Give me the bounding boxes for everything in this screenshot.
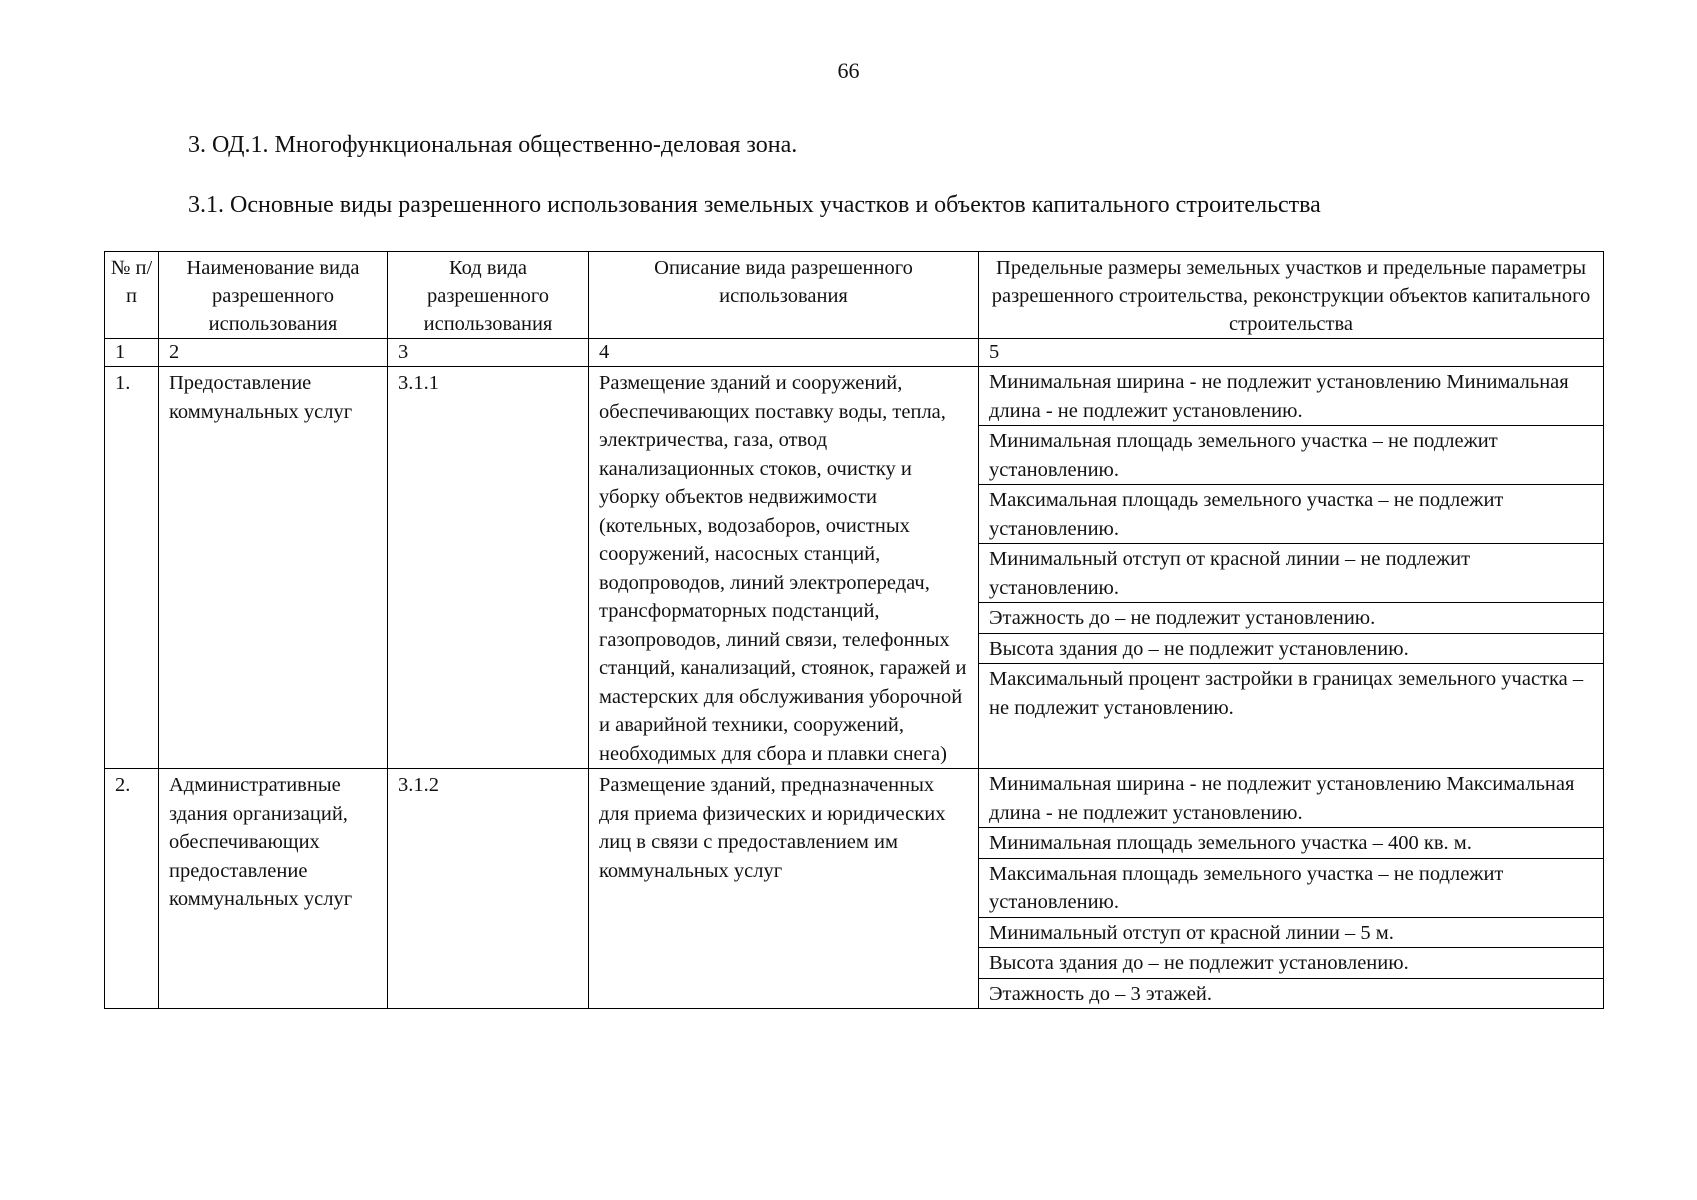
row-number: 2. [105,769,159,1009]
column-number: 3 [388,339,589,367]
param-item: Максимальная площадь земельного участка – не подлежит установлению. [979,859,1603,918]
param-item: Минимальная ширина - не подлежит установлению Минимальная длина - не подлежит установлению. [979,367,1603,426]
land-use-table [104,251,1604,1009]
column-number: 2 [159,339,388,367]
param-item: Минимальная площадь земельного участка – 400 кв. м. [979,828,1603,859]
param-item: Этажность до – не подлежит установлению. [979,603,1603,634]
use-description: Размещение зданий, предназначенных для приема физических и юридических лиц в связи с предоставлением им коммунальных услуг [589,769,979,1009]
table-row [105,367,1604,769]
use-name: Предоставление коммунальных услуг [159,367,388,769]
param-item: Высота здания до – не подлежит установлению. [979,634,1603,665]
param-item: Этажность до – 3 этажей. [989,982,1213,1005]
column-number: 5 [979,339,1604,367]
column-number: 1 [105,339,159,367]
column-number: 4 [589,339,979,367]
use-code: 3.1.1 [388,367,589,769]
header-row [105,252,1604,339]
param-item: Минимальный отступ от красной линии – 5 м. [979,918,1603,949]
page-number: 66 [837,58,860,83]
params-cell [979,367,1604,769]
param-item: Максимальный процент застройки в границах земельного участка – не подлежит установлению. [989,668,1584,719]
table-row [105,769,1604,1009]
row-number: 1. [105,367,159,769]
header-cell-params: Предельные размеры земельных участков и предельные параметры разрешенного строительства, реконструкции объектов капитального строительства [979,252,1604,339]
param-item: Максимальная площадь земельного участка – не подлежит установлению. [979,485,1603,544]
use-name: Административные здания организаций, обеспечивающих предоставление коммунальных услуг [159,769,388,1009]
param-item: Минимальная ширина - не подлежит установлению Максимальная длина - не подлежит установлению. [979,769,1603,828]
header-cell-code: Код вида разрешенного использования [388,252,589,339]
use-code: 3.1.2 [388,769,589,1009]
column-number-row [105,339,1604,367]
param-item: Минимальный отступ от красной линии – не подлежит установлению. [979,544,1603,603]
param-item: Высота здания до – не подлежит установлению. [979,948,1603,979]
subsection-title: 3.1. Основные виды разрешенного использования земельных участков и объектов капитального строительства [188,192,1321,218]
header-cell-name: Наименование вида разрешенного использования [159,252,388,339]
param-item: Минимальная площадь земельного участка – не подлежит установлению. [979,426,1603,485]
header-cell-description: Описание вида разрешенного использования [589,252,979,339]
section-title: 3. ОД.1. Многофункциональная общественно-деловая зона. [188,132,798,158]
use-description: Размещение зданий и сооружений, обеспечивающих поставку воды, тепла, электричества, газа, отвод канализационных стоков, очистку и уборку объектов недвижимости (котельных, водозаборов, очистных сооружений, насосных станций, водопроводов, линий электропередач, трансформаторных подстанций, газопроводов, линий связи, телефонных станций, канализаций, стоянок, гаражей и мастерских для обслуживания уборочной и аварийной техники, сооружений, необходимых для сбора и плавки снега) [589,367,979,769]
params-cell [979,769,1604,1009]
header-cell-num: № п/п [105,252,159,339]
